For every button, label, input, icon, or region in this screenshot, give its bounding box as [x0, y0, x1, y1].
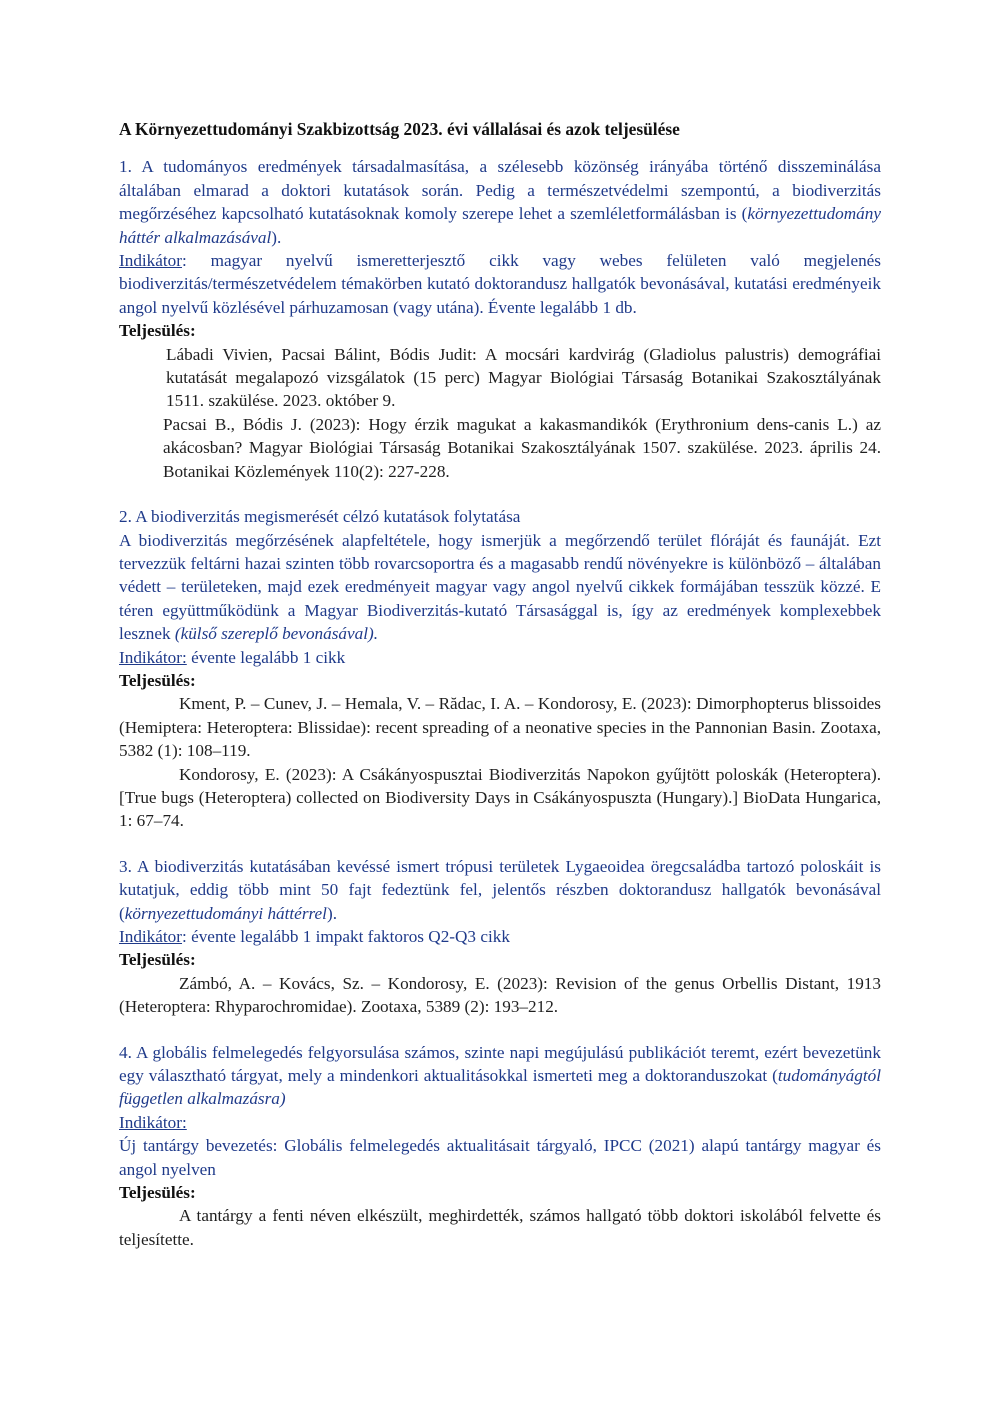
reference-item: Kondorosy, E. (2023): A Csákányospusztai Biodiverzitás Napokon gyűjtött poloskák (Heteroptera). [True bugs (Heteroptera) collected on Biodiversity Days in Csákányospuszta (Hungary).] BioData Hungarica, 1: 67–74. — [119, 764, 881, 831]
document-page — [119, 118, 881, 1273]
indikator-label: Indikátor: — [119, 647, 187, 667]
section-4-text — [119, 1041, 881, 1111]
section-4-body: 4. A globális felmelegedés felgyorsulása számos, szinte napi megújulású publikációt teremt, ezért bevezetünk egy választható tárgyat, mely a mindenkori aktualitásokkal ismerteti meg a doktoranduszokat ( — [119, 1042, 881, 1086]
section-2-heading: 2. A biodiverzitás megismerését célzó kutatások folytatása — [119, 507, 521, 527]
section-4-italic: tudományágtól független alkalmazásra) — [119, 1066, 881, 1109]
reference-item: A tantárgy a fenti néven elkészült, meghirdették, számos hallgató több doktori iskolából felvette és teljesítette. — [119, 1206, 881, 1249]
reference-item: Lábadi Vivien, Pacsai Bálint, Bódis Judit: A mocsári kardvirág (Gladiolus palustris) demográfiai kutatását megalapozó vizsgálatok (15 perc) Magyar Biológiai Társaság Botanikai Szakosztályának 1511. szakülése. 2023. október 9. — [166, 344, 881, 411]
section-2-indikator — [119, 646, 881, 669]
indikator-label: Indikátor: — [119, 1112, 187, 1132]
indikator-text: évente legalább 1 cikk — [186, 647, 346, 667]
indikator-label: Indikátor — [119, 927, 183, 946]
indikator-label: Indikátor — [119, 251, 183, 271]
section-1-italic: környezettudomány háttér alkalmazásával — [119, 204, 881, 247]
reference-item: Zámbó, A. – Kovács, Sz. – Kondorosy, E. (2023): Revision of the genus Orbellis Distant, 1913 (Heteroptera: Rhyparochromidae). Zootaxa, 5389 (2): 193–212. — [119, 973, 881, 1017]
section-1-end: ). — [271, 227, 282, 247]
section-4-indikator-text: Új tantárgy bevezetés: Globális felmelegedés aktualitásait tárgyaló, IPCC (2021) alapú tantárgy magyar és angol nyelven — [119, 1136, 881, 1179]
section-2-italic: (külső szereplő bevonásával). — [174, 624, 379, 644]
section-4-indikator — [119, 1111, 881, 1134]
indikator-text: : magyar nyelvű ismeretterjesztő cikk vagy webes felületen való megjelenés biodiverzitás/természetvédelem témakörben kutató doktorandusz hallgatók bevonásával, kutatási eredményeik angol nyelvű közlésével párhuzamosan (vagy utána). Évente legalább 1 db. — [119, 251, 881, 317]
section-3-end: ). — [326, 903, 337, 923]
section-3-indikator — [119, 925, 881, 948]
teljesules-label: Teljesülés: — [119, 950, 196, 970]
section-1 — [119, 155, 881, 483]
teljesules-label: Teljesülés: — [119, 321, 196, 341]
section-1-indikator — [119, 249, 881, 319]
section-2-body: A biodiverzitás megőrzésének alapfeltétele, hogy ismerjük a megőrzendő terület flóráját és faunáját. Ezt tervezzük feltárni hazai szinten több rovarcsoportra és a magasabb rendű növényekre is különböző – általában védett – területeken, majd ezek eredményeit magyar vagy angol nyelvű cikkek formájában tesszük közzé. E téren együttműködünk a Magyar Biodiverzitás-kutató Társasággal is, így az eredmények komplexebbek lesznek — [119, 530, 881, 644]
indikator-text: : évente legalább 1 impakt faktoros Q2-Q3 cikk — [182, 927, 510, 946]
section-1-text — [119, 155, 881, 249]
reference-item: Pacsai B., Bódis J. (2023): Hogy érzik magukat a kakasmandikók (Erythronium dens-canis L.) az akácosban? Magyar Biológiai Társaság Botanikai Szakosztályának 1507. szakülése. 2023. április 24. Botanikai Közlemények 110(2): 227-228. — [163, 414, 881, 481]
teljesules-label: Teljesülés: — [119, 1183, 196, 1203]
section-1-body: 1. A tudományos eredmények társadalmasítása, a szélesebb közönség irányába történő disszeminálása általában elmarad a doktori kutatások során. Pedig a természetvédelmi szempontú, a biodiverzitás megőrzéséhez kapcsolható kutatásoknak komoly szerepe lehet a szemléletformálásban is ( — [119, 157, 881, 224]
section-3-body: 3. A biodiverzitás kutatásában kevéssé ismert trópusi területek Lygaeoidea öregcsaládba tartozó poloskáit is kutatjuk, eddig több mint 50 fajt fedeztünk fel, jelentős részben doktorandusz hallgatók bevonásával ( — [119, 856, 881, 923]
section-3-text — [119, 855, 881, 925]
teljesules-label: Teljesülés: — [119, 670, 196, 690]
section-2-text — [119, 529, 881, 646]
reference-item: Kment, P. – Cunev, J. – Hemala, V. – Rădac, I. A. – Kondorosy, E. (2023): Dimorphopterus blissoides (Hemiptera: Heteroptera: Blissidae): recent spreading of a neonative species in the Pannonian Basin. Zootaxa, 5382 (1): 108–119. — [119, 694, 881, 761]
section-2 — [119, 505, 881, 833]
section-4 — [119, 1041, 881, 1252]
document-title: A Környezettudományi Szakbizottság 2023. évi vállalásai és azok teljesülése — [119, 119, 680, 139]
section-3 — [119, 855, 881, 1019]
section-3-italic: környezettudományi háttérrel — [124, 903, 327, 923]
